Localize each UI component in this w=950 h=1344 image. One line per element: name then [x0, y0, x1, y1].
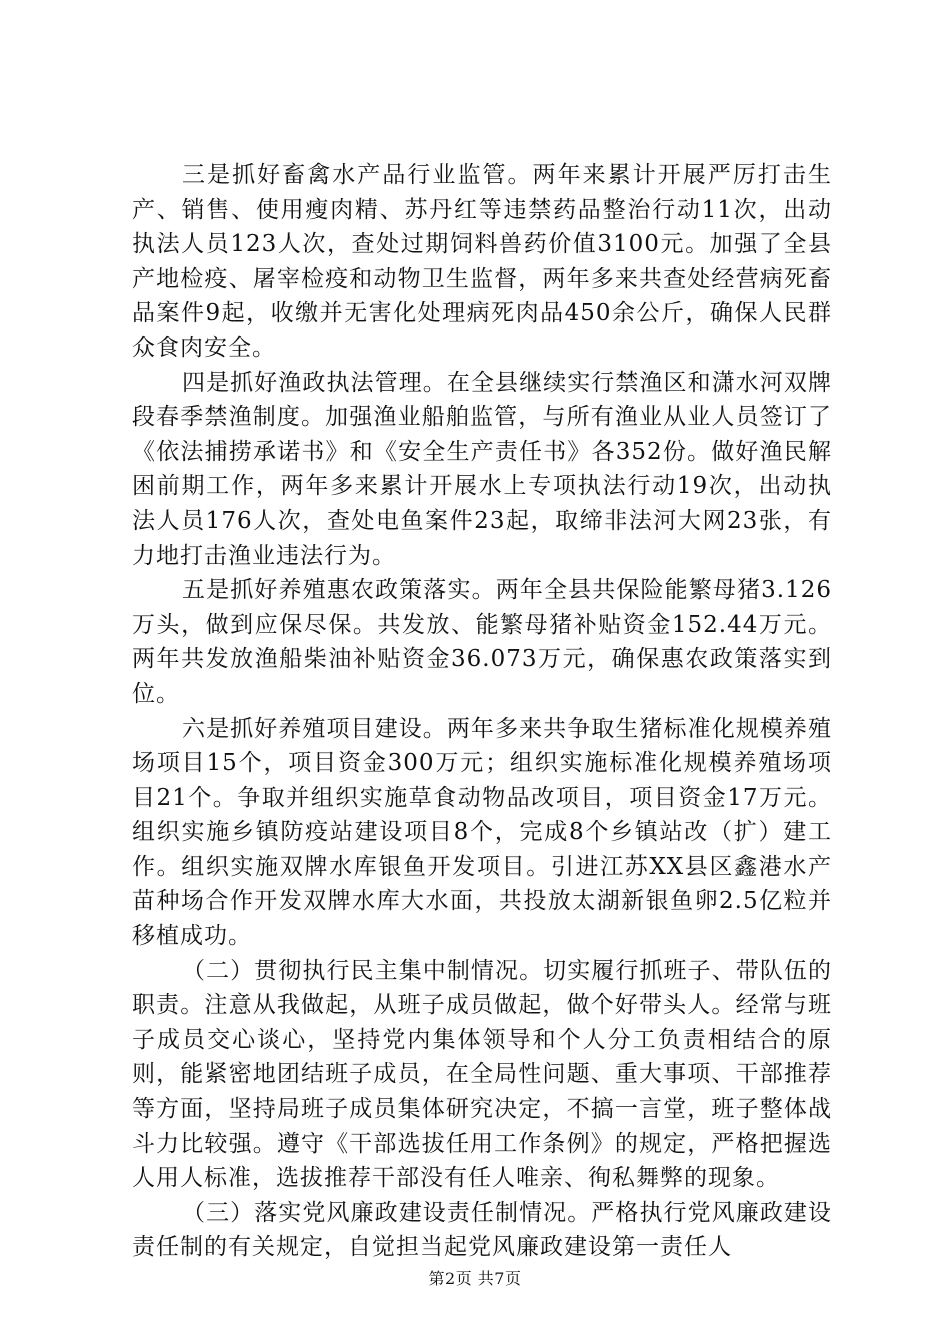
paragraph-fishery-enforcement: 四是抓好渔政执法管理。在全县继续实行禁渔区和潇水河双牌段春季禁渔制度。加强渔业船舶监管，与所有渔业从业人员签订了《依法捕捞承诺书》和《安全生产责任书》各352份。做好渔民解困前期工作，两年多来累计开展水上专项执法行动19次，出动执法人员176人次，查处电鱼案件23起，取缔非法河大网23张，有力地打击渔业违法行为。 — [132, 369, 832, 569]
paragraph-livestock-supervision: 三是抓好畜禽水产品行业监管。两年来累计开展严厉打击生产、销售、使用瘦肉精、苏丹红等违禁药品整治行动11次，出动执法人员123人次，查处过期饲料兽药价值3100元。加强了全县产地检疫、屠宰检疫和动物卫生监督，两年多来共查处经营病死畜品案件9起，收缴并无害化处理病死肉品450余公斤，确保人民群众食肉安全。 — [132, 162, 832, 361]
paragraph-democratic-centralism: （二）贯彻执行民主集中制情况。切实履行抓班子、带队伍的职责。注意从我做起，从班子成员做起，做个好带头人。经常与班子成员交心谈心，坚持党内集体领导和个人分工负责相结合的原则，能紧密地团结班子成员，在全局性问题、重大事项、干部推荐等方面，坚持局班子成员集体研究决定，不搞一言堂，班子整体战斗力比较强。遵守《干部选拔任用工作条例》的规定，严格把握选人用人标准，选拔推荐干部没有任人唯亲、徇私舞弊的现象。 — [132, 957, 832, 1192]
paragraph-subsidy-policy: 五是抓好养殖惠农政策落实。两年全县共保险能繁母猪3.126万头，做到应保尽保。共发放、能繁母猪补贴资金152.44万元。两年共发放渔船柴油补贴资金36.073万元，确保惠农政策落实到位。 — [132, 577, 832, 707]
paragraph-integrity-responsibility: （三）落实党风廉政建设责任制情况。严格执行党风廉政建设责任制的有关规定，自觉担当起党风廉政建设第一责任人 — [132, 1199, 832, 1261]
paragraph-breeding-projects: 六是抓好养殖项目建设。两年多来共争取生猪标准化规模养殖场项目15个，项目资金300万元；组织实施标准化规模养殖场项目21个。争取并组织实施草食动物品改项目，项目资金17万元。组织实施乡镇防疫站建设项目8个，完成8个乡镇站改（扩）建工作。组织实施双牌水库银鱼开发项目。引进江苏XX县区鑫港水产苗种场合作开发双牌水库大水面，共投放太湖新银鱼卵2.5亿粒并移植成功。 — [132, 715, 832, 950]
document-body — [132, 158, 832, 1265]
page-number-footer: 第2页 共7页 — [428, 1269, 522, 1288]
